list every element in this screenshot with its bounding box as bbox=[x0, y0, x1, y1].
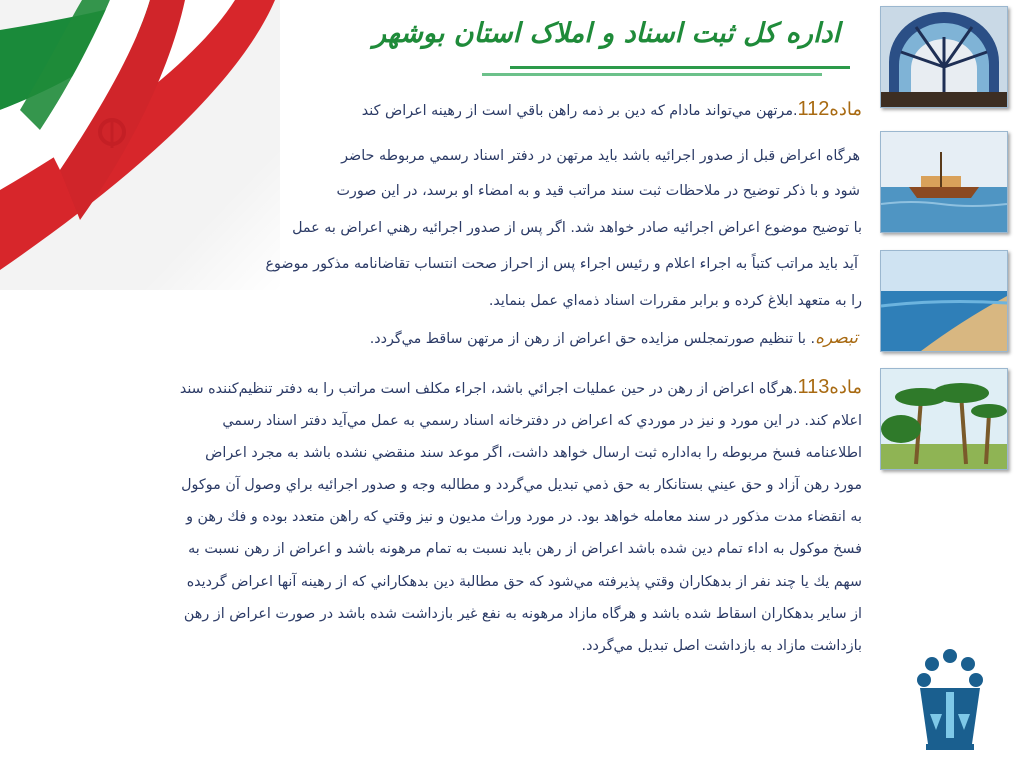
palm-trees-image bbox=[880, 368, 1008, 470]
article-113-line-1 bbox=[30, 371, 862, 405]
article-112-note bbox=[250, 322, 858, 355]
article-112-line-2: هرگاه اعراض قبل از صدور اجرائيه باشد بايد مرتهن در دفتر اسناد رسمي مربوطه حاضر bbox=[341, 148, 860, 164]
article-113-line-8: از ساير بدهكاران اسقاط شده باشد و هرگاه مازاد مرهونه به نفع غير بازداشت شده باشد در صورت اعراض از رهن bbox=[183, 605, 862, 622]
title-underline-secondary bbox=[482, 73, 822, 76]
article-112-line-1 bbox=[250, 93, 862, 127]
article-112-line-3: شود و با ذكر توضيح در ملاحظات ثبت سند مراتب قيد و به امضاء او برسد، در اين صورت bbox=[336, 183, 860, 199]
article-113-line-5: به انقضاء مدت مذكور در سند معامله خواهد بود. در مورد وراث مديون و نيز وقتي كه راهن متعدد بوده و فك رهن و bbox=[186, 509, 862, 526]
article-text: .مرتهن مي‌تواند مادام كه دين بر ذمه راهن باقي است از رهينه اعراض كند bbox=[361, 103, 798, 119]
article-113 bbox=[30, 371, 862, 662]
coastline-image bbox=[880, 250, 1008, 352]
registration-organization-logo-icon bbox=[912, 644, 988, 754]
article-label: ماده bbox=[829, 377, 862, 398]
article-number: 113 bbox=[797, 376, 830, 398]
article-113-line-4: مورد رهن آزاد و حق عيني بستانكار به حق ذمي تبديل مي‌گردد و مطالبه وجه و صدور اجرائيه براي وصول آن موكول bbox=[181, 477, 862, 494]
note-text: . با تنظيم صورتمجلس مزايده حق اعراض از رهن از مرتهن ساقط مي‌گردد. bbox=[369, 331, 816, 347]
article-number: 112 bbox=[797, 98, 830, 120]
article-label: ماده bbox=[829, 99, 862, 120]
page-title: اداره کل ثبت اسناد و املاک استان بوشهر bbox=[372, 18, 840, 49]
title-underline bbox=[510, 66, 850, 69]
article-112-line-4: با توضيح موضوع اعراض اجرائيه صادر خواهد شد. اگر پس از صدور اجرائيه رهني اعراض به عمل bbox=[292, 220, 862, 236]
page-header bbox=[372, 4, 840, 82]
article-112-line-5: آيد بايد مراتب كتباً به اجراء اعلام و رئيس اجراء پس از احراز صحت انتساب تقاضانامه مذكور موضوع bbox=[265, 256, 858, 272]
article-text: .هرگاه اعراض از رهن در حين عمليات اجرائي باشد، اجراء مكلف است مراتب را به دفتر تنظيم‌كننده سند bbox=[179, 381, 798, 397]
article-112-line-6: را به متعهد ابلاغ كرده و برابر مقررات اسناد ذمه‌اي عمل بنمايد. bbox=[488, 293, 862, 309]
article-113-line-2: اعلام كند. در اين مورد و نيز در موردي كه اعراض در دفترخانه اسناد رسمي به عمل مي‌آيد دفتر اسناد رسمي bbox=[222, 413, 862, 430]
article-113-line-9: بازداشت مازاد به بازداشت اصل تبديل مي‌گردد. bbox=[581, 637, 862, 654]
dhow-boat-image bbox=[880, 131, 1008, 233]
article-113-line-7: سهم يك يا چند نفر از بدهكاران وقتي پذيرفته مي‌شود كه حق مطالبة دين بدهكاراني كه از رهينه آنها اعراض گرديده bbox=[186, 573, 862, 590]
stained-glass-window-image bbox=[880, 6, 1008, 108]
article-113-line-6: فسخ موكول به اداء تمام دين شده باشد اعراض از رهن بايد نسبت به تمام مرهونه باشد و اعراض از رهن نسبت به bbox=[188, 541, 862, 558]
note-label: تبصره bbox=[815, 328, 858, 348]
article-113-line-3: اطلاعنامه فسخ مربوطه را به‌اداره ثبت ارسال خواهد داشت، اگر موعد سند منقضي نشده باشد به مجرد اعراض bbox=[205, 445, 862, 462]
